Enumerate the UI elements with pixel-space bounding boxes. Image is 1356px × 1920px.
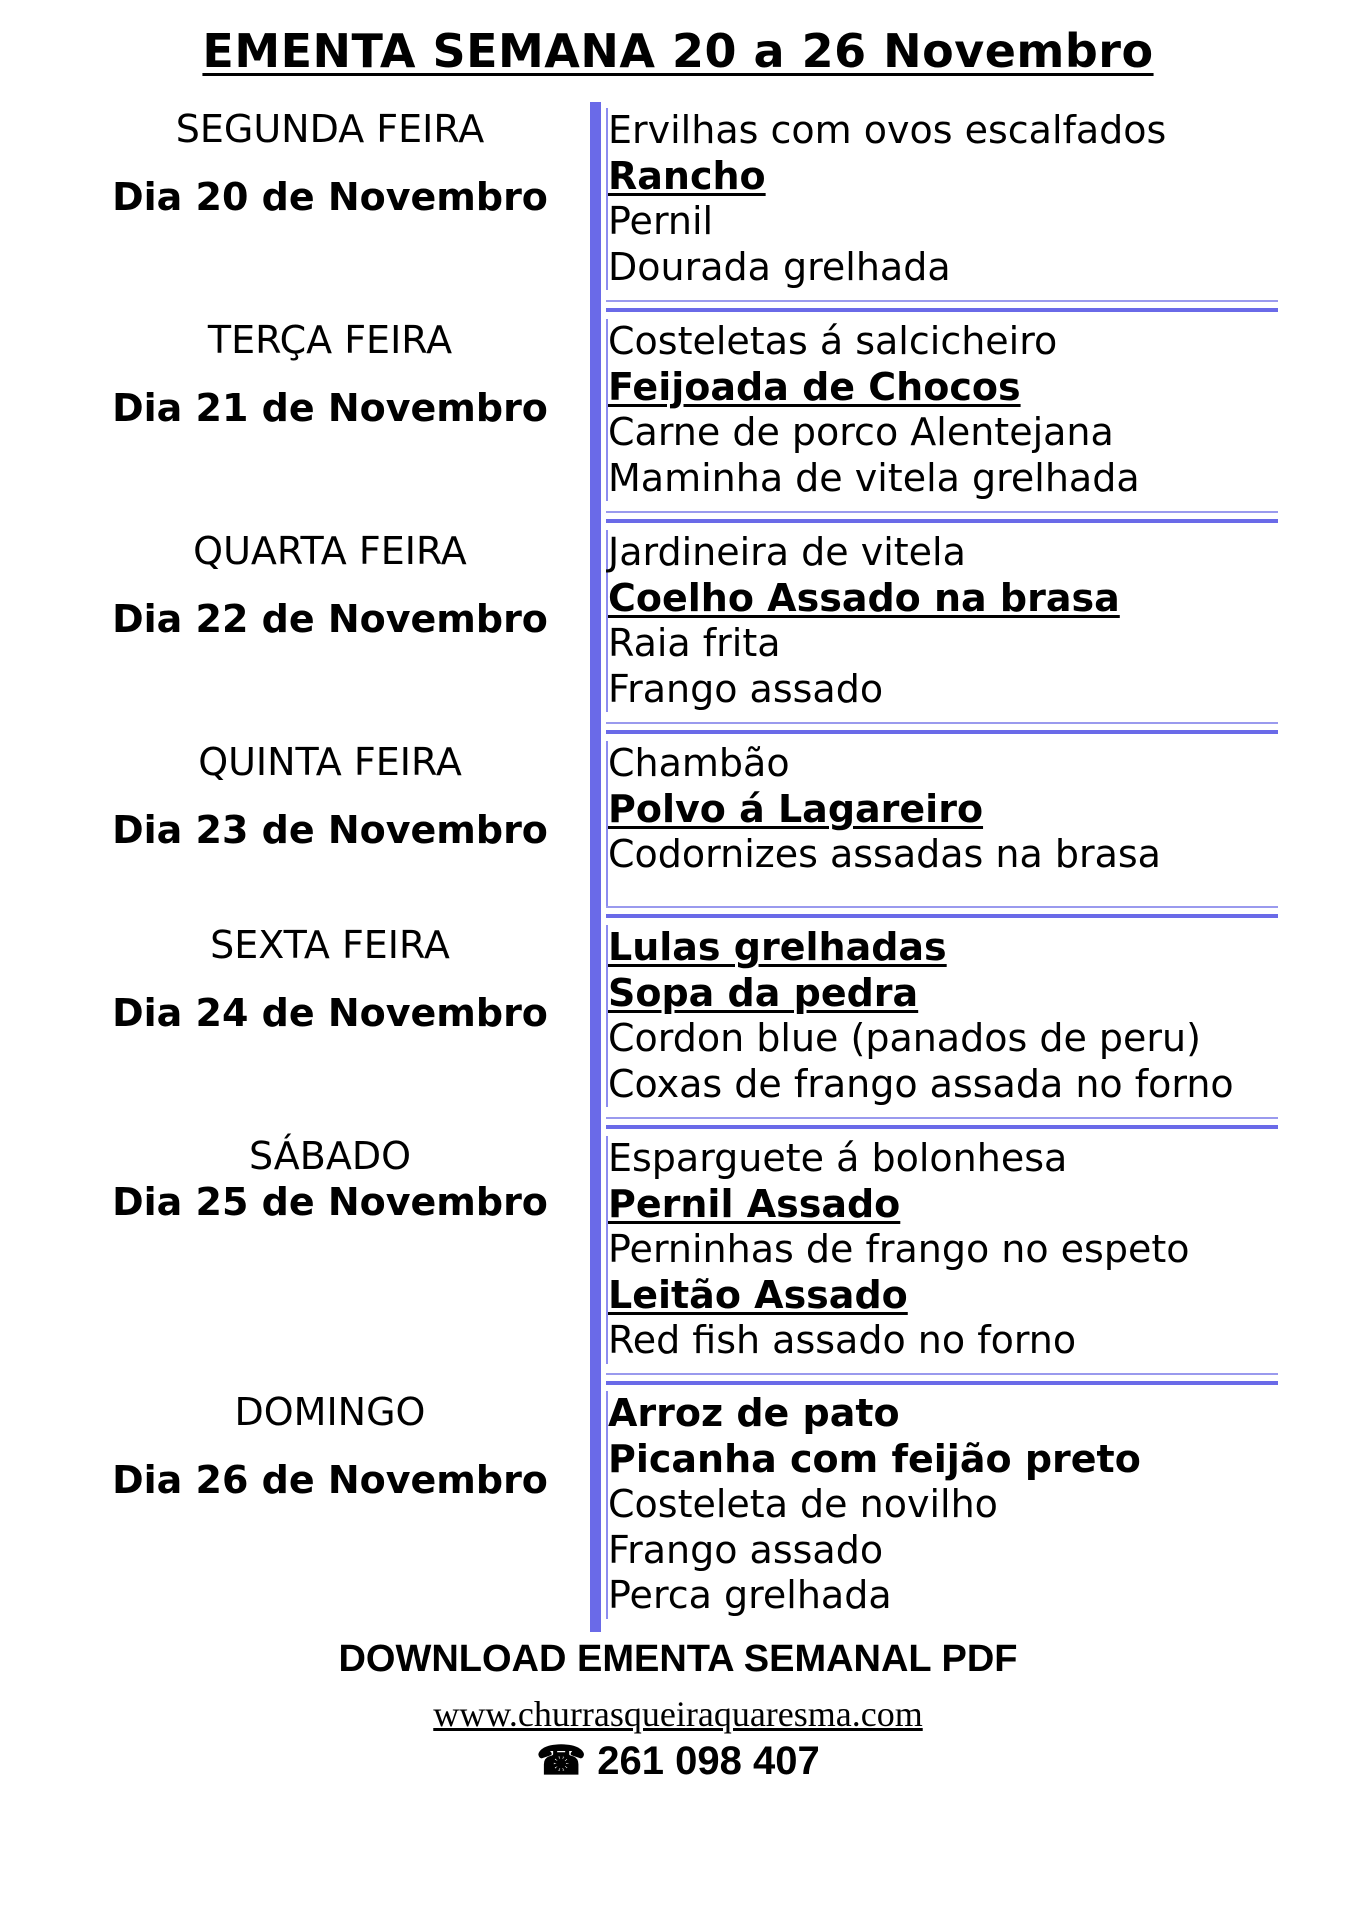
menu-item: Sopa da pedra bbox=[608, 970, 919, 1015]
menu-item: Ervilhas com ovos escalfados bbox=[608, 108, 1167, 152]
day-label-monday bbox=[80, 106, 580, 220]
day-label-thursday bbox=[80, 739, 580, 853]
menu-item: Pernil bbox=[608, 199, 714, 243]
day-label-sunday bbox=[80, 1389, 580, 1503]
menu-monday bbox=[606, 108, 1280, 290]
menu-item: Chambão bbox=[608, 741, 790, 785]
day-date: Dia 21 de Novembro bbox=[112, 386, 548, 430]
menu-item: Polvo á Lagareiro bbox=[608, 786, 984, 831]
day-name: SEGUNDA FEIRA bbox=[175, 107, 485, 151]
day-date: Dia 20 de Novembro bbox=[112, 175, 548, 219]
menu-item: Esparguete á bolonhesa bbox=[608, 1136, 1068, 1180]
menu-item: Costeletas á salcicheiro bbox=[608, 319, 1058, 363]
menu-saturday bbox=[606, 1136, 1280, 1364]
day-date: Dia 22 de Novembro bbox=[112, 597, 548, 641]
menu-item: Raia frita bbox=[608, 621, 781, 665]
page-title: EMENTA SEMANA 20 a 26 Novembro bbox=[202, 24, 1154, 78]
day-name: SEXTA FEIRA bbox=[210, 923, 450, 967]
day-separator bbox=[606, 722, 1278, 734]
day-separator bbox=[606, 1373, 1278, 1385]
menu-item: Leitão Assado bbox=[608, 1272, 908, 1317]
menu-wednesday bbox=[606, 530, 1280, 712]
menu-sunday bbox=[606, 1391, 1280, 1619]
menu-friday bbox=[606, 925, 1280, 1107]
phone-number-text: 261 098 407 bbox=[597, 1739, 820, 1783]
menu-item: Pernil Assado bbox=[608, 1181, 901, 1226]
menu-item: Perca grelhada bbox=[608, 1573, 892, 1617]
menu-item: Lulas grelhadas bbox=[608, 925, 947, 969]
day-label-friday bbox=[80, 922, 580, 1036]
day-name: TERÇA FEIRA bbox=[207, 318, 453, 362]
day-name: SÁBADO bbox=[248, 1134, 412, 1178]
menu-item: Red fish assado no forno bbox=[608, 1318, 1077, 1362]
day-name: QUARTA FEIRA bbox=[193, 529, 467, 573]
menu-item: Picanha com feijão preto bbox=[608, 1436, 1141, 1481]
phone-number bbox=[0, 1738, 1356, 1784]
menu-item: Carne de porco Alentejana bbox=[608, 410, 1114, 454]
menu-item: Rancho bbox=[608, 153, 766, 198]
menu-item: Frango assado bbox=[608, 666, 884, 711]
day-separator bbox=[606, 906, 1278, 918]
day-label-tuesday bbox=[80, 317, 580, 431]
menu-item: Perninhas de frango no espeto bbox=[608, 1227, 1190, 1271]
menu-thursday bbox=[606, 741, 1280, 906]
menu-item: Costeleta de novilho bbox=[608, 1482, 998, 1526]
day-name: QUINTA FEIRA bbox=[198, 740, 462, 784]
day-date: Dia 24 de Novembro bbox=[112, 991, 548, 1035]
day-separator bbox=[606, 300, 1278, 312]
menu-item: Feijoada de Chocos bbox=[608, 364, 1021, 409]
day-separator bbox=[606, 1117, 1278, 1129]
website-link[interactable]: www.churrasqueiraquaresma.com bbox=[433, 1694, 923, 1734]
day-name: DOMINGO bbox=[234, 1390, 426, 1434]
menu-item: Codornizes assadas na brasa bbox=[608, 832, 1161, 876]
day-date: Dia 23 de Novembro bbox=[112, 808, 548, 852]
day-date: Dia 26 de Novembro bbox=[112, 1458, 548, 1502]
day-label-wednesday bbox=[80, 528, 580, 642]
download-pdf-link[interactable]: DOWNLOAD EMENTA SEMANAL PDF bbox=[338, 1638, 1018, 1680]
menu-item: Coxas de frango assada no forno bbox=[608, 1061, 1234, 1106]
phone-icon: ☎ bbox=[536, 1739, 587, 1783]
menu-item: Arroz de pato bbox=[608, 1391, 900, 1435]
menu-item: Coelho Assado na brasa bbox=[608, 575, 1120, 620]
day-separator bbox=[606, 511, 1278, 523]
day-label-saturday bbox=[80, 1133, 580, 1225]
vertical-divider bbox=[590, 102, 601, 1632]
menu-item: Frango assado bbox=[608, 1527, 884, 1572]
menu-item: Dourada grelhada bbox=[608, 244, 951, 289]
day-date: Dia 25 de Novembro bbox=[112, 1180, 548, 1224]
menu-item: Maminha de vitela grelhada bbox=[608, 455, 1140, 500]
menu-tuesday bbox=[606, 319, 1280, 501]
menu-item: Jardineira de vitela bbox=[608, 530, 966, 574]
menu-item: Cordon blue (panados de peru) bbox=[608, 1016, 1201, 1060]
